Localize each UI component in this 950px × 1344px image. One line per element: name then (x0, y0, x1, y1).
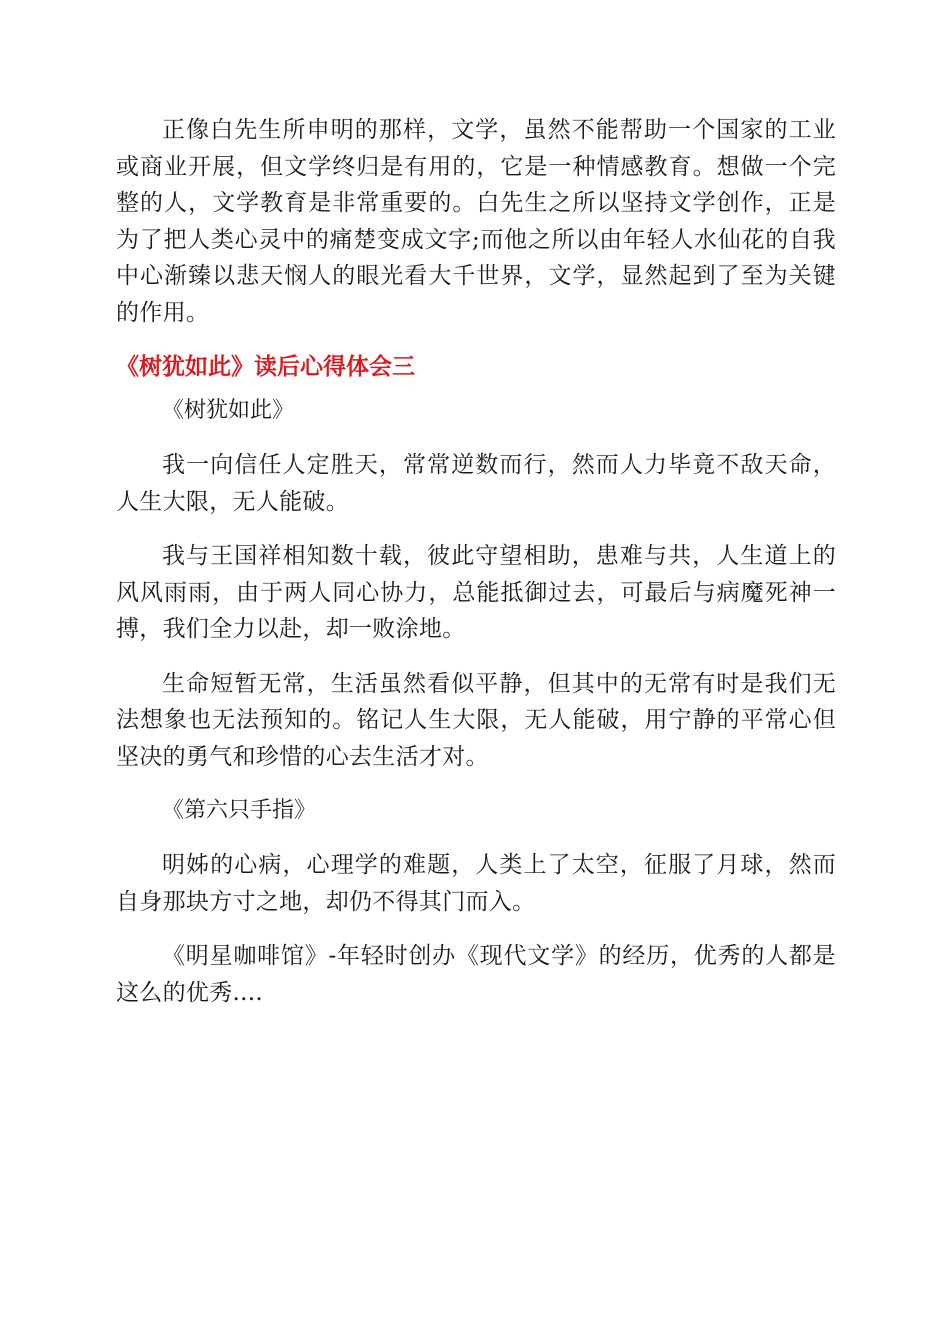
document-body (116, 112, 836, 1029)
book-title-sixth-finger: 《第六只手指》 (162, 798, 317, 823)
paragraph-star-cafe: 《明星咖啡馆》-年轻时创办《现代文学》的经历，优秀的人都是这么的优秀.... (116, 943, 836, 1006)
paragraph-friendship: 我与王国祥相知数十载，彼此守望相助，患难与共，人生道上的风风雨雨，由于两人同心协力，总能抵御过去，可最后与病魔死神一搏，我们全力以赴，却一败涂地。 (116, 543, 836, 642)
paragraph-literature-education: 正像白先生所申明的那样，文学，虽然不能帮助一个国家的工业或商业开展，但文学终归是有用的，它是一种情感教育。想做一个完整的人，文学教育是非常重要的。白先生之所以坚持文学创作，正是为了把人类心灵中的痛楚变成文字;而他之所以由年轻人水仙花的自我中心渐臻以悲天悯人的眼光看大千世界，文学，显然起到了至为关键的作用。 (116, 117, 836, 326)
section-heading: 《树犹如此》读后心得体会三 (116, 354, 415, 380)
paragraph-fate: 我一向信任人定胜天，常常逆数而行，然而人力毕竟不敌天命，人生大限，无人能破。 (116, 452, 836, 515)
paragraph-sister-illness: 明姊的心病，心理学的难题，人类上了太空，征服了月球，然而自身那块方寸之地，却仍不得其门而入。 (116, 852, 836, 915)
paragraph-life-impermanence: 生命短暂无常，生活虽然看似平静，但其中的无常有时是我们无法想象也无法预知的。铭记人生大限，无人能破，用宁静的平常心但坚决的勇气和珍惜的心去生活才对。 (116, 670, 836, 770)
book-title-shu-you-ru-ci: 《树犹如此》 (162, 398, 295, 423)
